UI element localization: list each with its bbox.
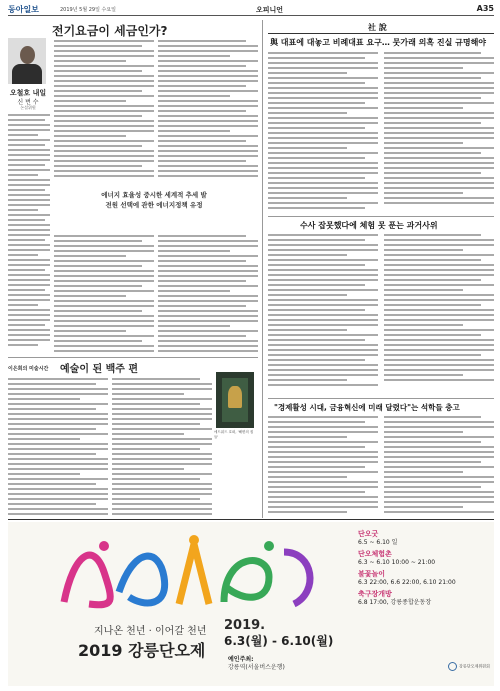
festival-dates: 6.3(월) - 6.10(월) [224,634,334,648]
editorial-body-1a [268,52,378,212]
ad-divider [8,519,494,520]
festival-slogan: 지나온 천년 · 이어갈 천년 [94,626,207,637]
author-photo [8,38,46,84]
author-org: 논설위원 [20,105,36,110]
schedule-item: 단오굿 6.5 ~ 6.10 일 [358,530,398,546]
editorial-body-2b [384,234,494,394]
author-byline: 오철호 내일 [9,89,47,97]
page-header [8,4,494,16]
column-title: 전기요금이 세금인가? [52,24,168,38]
opening-label: 예인주최: [228,656,254,663]
organizer-logo: 강릉단오제위원회 [448,662,492,671]
editorial-rule [268,33,494,34]
artwork-caption: 에드워드 호퍼, '해변의 집들' [214,430,254,439]
art-column-label: 이은희의 미술시간 [8,366,49,372]
column-body-text-3 [158,40,258,180]
schedule-item: 불꽃놀이 6.3 22:00, 6.6 22:00, 6.10 21:00 [358,570,456,586]
newspaper-brand: 동아일보 [8,5,39,14]
editorial-headline-3: "경제활성 시대, 금융혁신에 미래 달렸다"는 석학들 충고 [274,403,460,412]
art-body-text [8,378,108,518]
author-name: 신 번 수 [17,99,39,106]
page-number: A35 [476,4,494,13]
editorial-headline-1: 與 대표에 대놓고 비례대표 요구… 뭇가래 의혹 진실 규명해야 [270,38,487,47]
pull-quote: 에너지 효율성 중시한 세계적 추세 발전원 선택에 관한 에너지정책 유정 [101,191,207,209]
column-body-text-2 [54,40,154,180]
festival-venue: 강릉역(서울버스운행) [228,664,285,671]
column-divider [262,20,263,518]
column-body-text-5 [158,235,258,355]
issue-date: 2019년 5월 29일 수요일 [60,7,117,13]
art-body-text-2 [112,378,212,518]
column-body-text [8,114,50,354]
editorial-label: 社 說 [368,23,387,32]
section-name: 오피니언 [256,6,284,14]
section-divider [8,357,258,358]
organizer-emblem-icon [448,662,457,671]
artwork-image [216,372,254,428]
festival-advertisement[interactable] [8,522,494,686]
editorial-body-3b [384,416,494,516]
editorial-divider-1 [268,216,494,217]
festival-year: 2019. [224,618,266,633]
dano-dancers-illustration [44,532,334,612]
editorial-body-3a [268,416,378,516]
schedule-item: 단오체험촌 6.3 ~ 6.10 10:00 ~ 21:00 [358,550,436,566]
festival-name: 2019 강릉단오제 [78,641,206,660]
editorial-body-1b [384,52,494,212]
festival-schedule [358,530,490,610]
art-column-title: 예술이 된 백주 편 [60,364,139,375]
column-body-text-4 [54,235,154,355]
editorial-body-2a [268,234,378,394]
editorial-divider-2 [268,398,494,399]
schedule-item: 축구장개방 6.8 17:00, 강릉종합운동장 [358,590,432,606]
editorial-headline-2: 수사 잡못했다에 체험 못 푼는 과거사위 [300,221,438,230]
